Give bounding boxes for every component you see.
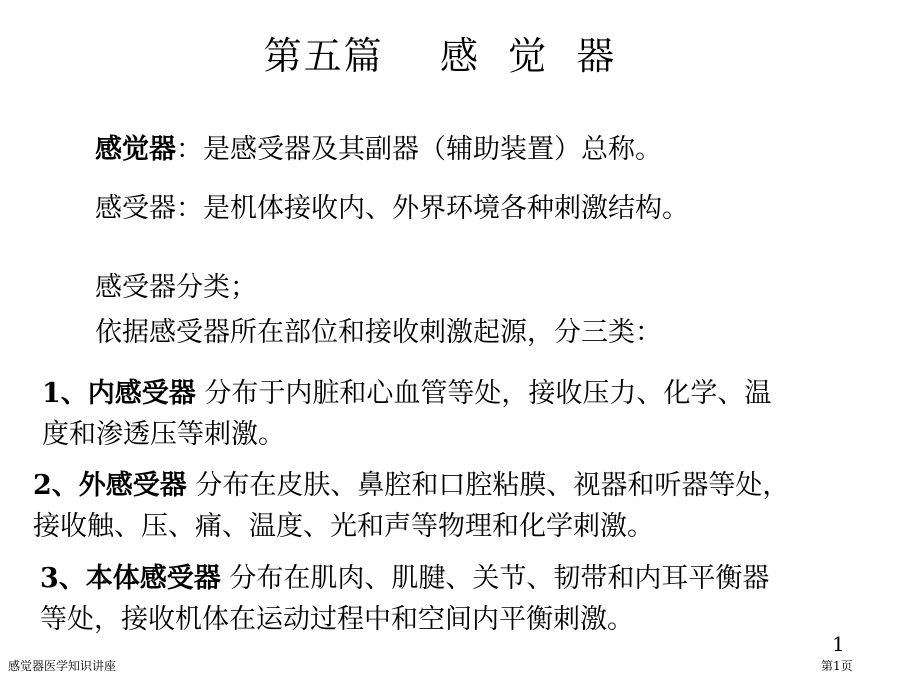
page-number: 1 — [832, 632, 845, 656]
footer-title: 感觉器医学知识讲座 — [8, 659, 117, 673]
proprioceptor-term: 3、本体感受器 — [40, 563, 221, 594]
interoceptor-line-1 — [42, 373, 771, 414]
interoceptor-term: 1、内感受器 — [42, 378, 196, 409]
proprioceptor-line-2: 等处，接收机体在运动过程中和空间内平衡刺激。 — [40, 604, 634, 635]
exteroceptor-text-1: 分布在皮肤、鼻腔和口腔粘膜、视器和听器等处， — [186, 470, 790, 501]
proprioceptor-line-1 — [40, 558, 769, 599]
organ-definition — [95, 130, 662, 170]
interoceptor-text-1: 分布于内脏和心血管等处，接收压力、化学、温 — [195, 378, 772, 409]
organ-definition-text: ：是感受器及其副器（辅助装置）总称。 — [176, 134, 662, 165]
exteroceptor-term: 2、外感受器 — [33, 470, 187, 501]
interoceptor-paragraph — [42, 373, 771, 455]
proprioceptor-paragraph — [40, 558, 769, 640]
receptor-definition: 感受器：是机体接收内、外界环境各种刺激结构。 — [95, 193, 689, 224]
exteroceptor-line-2: 接收触、压、痛、温度、光和声等物理和化学刺激。 — [33, 511, 654, 542]
proprioceptor-text-1: 分布在肌肉、肌腱、关节、韧带和内耳平衡器 — [220, 563, 770, 594]
organ-term: 感觉器 — [95, 134, 176, 165]
classification-heading: 感受器分类； — [95, 272, 257, 303]
interoceptor-line-2: 度和渗透压等刺激。 — [42, 419, 285, 450]
slide-title: 第五篇 感 觉 器 — [263, 34, 617, 78]
exteroceptor-paragraph — [33, 465, 789, 547]
footer-page-label: 第1页 — [821, 659, 853, 673]
classification-basis: 依据感受器所在部位和接收刺激起源，分三类： — [95, 317, 662, 348]
exteroceptor-line-1 — [33, 465, 789, 506]
